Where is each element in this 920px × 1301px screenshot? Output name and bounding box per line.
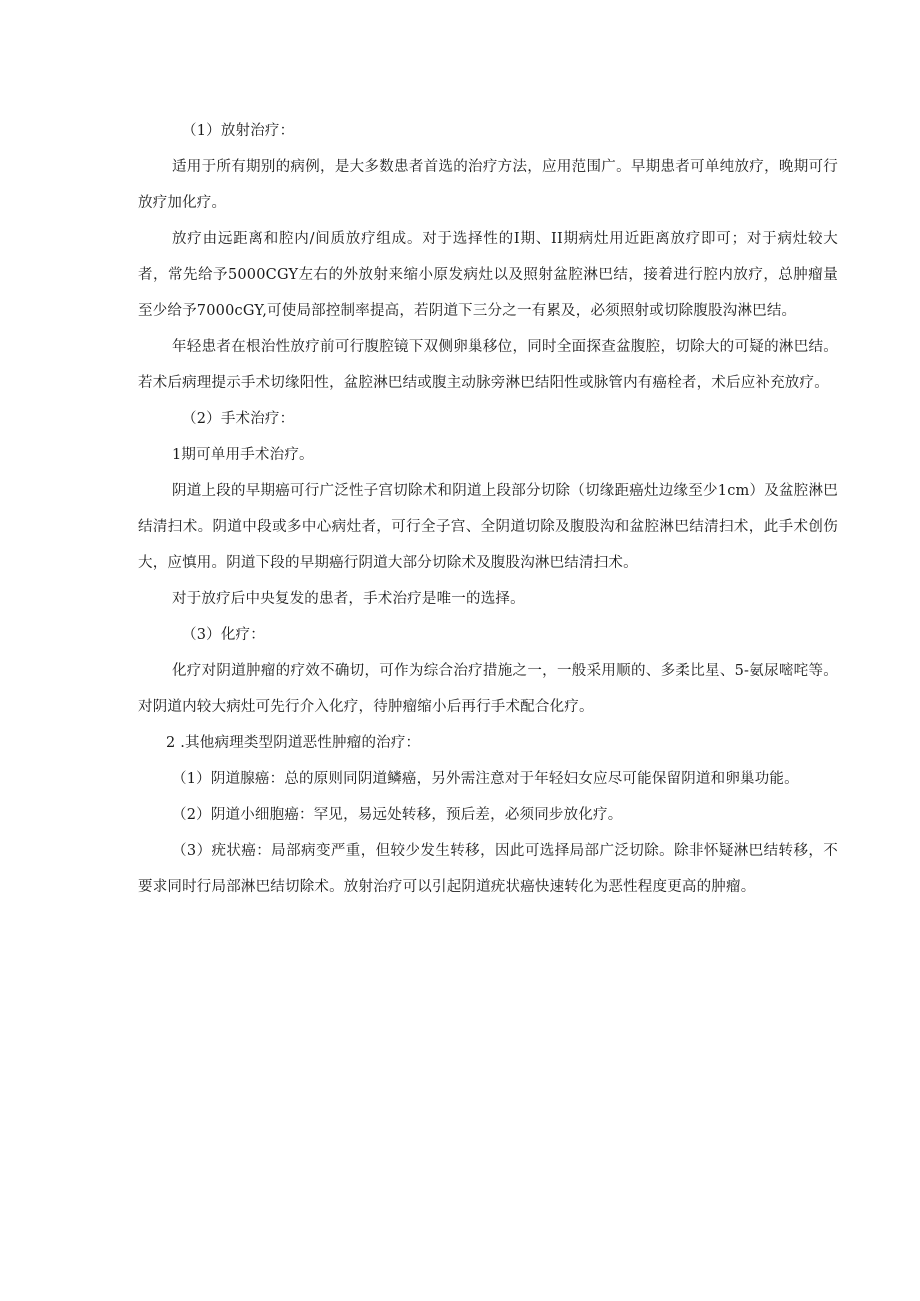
heading-surgery: （2）手术治疗：: [182, 411, 295, 427]
section-other-pathology: 2 .其他病理类型阴道恶性肿瘤的治疗：: [166, 735, 421, 751]
paragraph-young-patients: 年轻患者在根治性放疗前可行腹腔镜下双侧卵巢移位，同时全面探查盆腹腔，切除大的可疑的淋巴结。若术后病理提示手术切缘阳性，盆腔淋巴结或腹主动脉旁淋巴结阳性或脉管内有癌栓者，术后应补充放疗。: [138, 339, 838, 391]
item-adenocarcinoma: （1）阴道腺癌：总的原则同阴道鳞癌，另外需注意对于年轻妇女应尽可能保留阴道和卵巢功能。: [172, 771, 799, 787]
document-body: [138, 113, 838, 905]
paragraph-recurrence: 对于放疗后中央复发的患者，手术治疗是唯一的选择。: [172, 591, 525, 607]
paragraph-stage1-surgery: 1期可单用手术治疗。: [172, 447, 314, 463]
paragraph-radiotherapy-composition: 放疗由远距离和腔内/间质放疗组成。对于选择性的I期、II期病灶用近距离放疗即可；对于病灶较大者，常先给予5000CGY左右的外放射来缩小原发病灶以及照射盆腔淋巴结，接着进行腔内放疗，总肿瘤量至少给予7000cGY,可使局部控制率提高，若阴道下三分之一有累及，必须照射或切除腹股沟淋巴结。: [138, 231, 838, 319]
item-verrucous-carcinoma: （3）疣状癌：局部病变严重，但较少发生转移，因此可选择局部广泛切除。除非怀疑淋巴结转移，不要求同时行局部淋巴结切除术。放射治疗可以引起阴道疣状癌快速转化为恶性程度更高的肿瘤。: [138, 843, 838, 895]
paragraph-surgery-details: 阴道上段的早期癌可行广泛性子宫切除术和阴道上段部分切除（切缘距癌灶边缘至少1cm）及盆腔淋巴结清扫术。阴道中段或多中心病灶者，可行全子宫、全阴道切除及腹股沟和盆腔淋巴结清扫术，此手术创伤大，应慎用。阴道下段的早期癌行阴道大部分切除术及腹股沟淋巴结清扫术。: [138, 483, 838, 571]
paragraph-chemotherapy: 化疗对阴道肿瘤的疗效不确切，可作为综合治疗措施之一，一般采用顺的、多柔比星、5-氨尿嘧咤等。对阴道内较大病灶可先行介入化疗，待肿瘤缩小后再行手术配合化疗。: [138, 663, 838, 715]
item-small-cell-carcinoma: （2）阴道小细胞癌：罕见，易远处转移，预后差，必须同步放化疗。: [172, 807, 623, 823]
heading-radiotherapy: （1）放射治疗：: [182, 123, 295, 139]
heading-chemotherapy: （3）化疗：: [182, 627, 265, 643]
paragraph-radiotherapy-scope: 适用于所有期别的病例，是大多数患者首选的治疗方法，应用范围广。早期患者可单纯放疗，晚期可行放疗加化疗。: [138, 159, 838, 211]
